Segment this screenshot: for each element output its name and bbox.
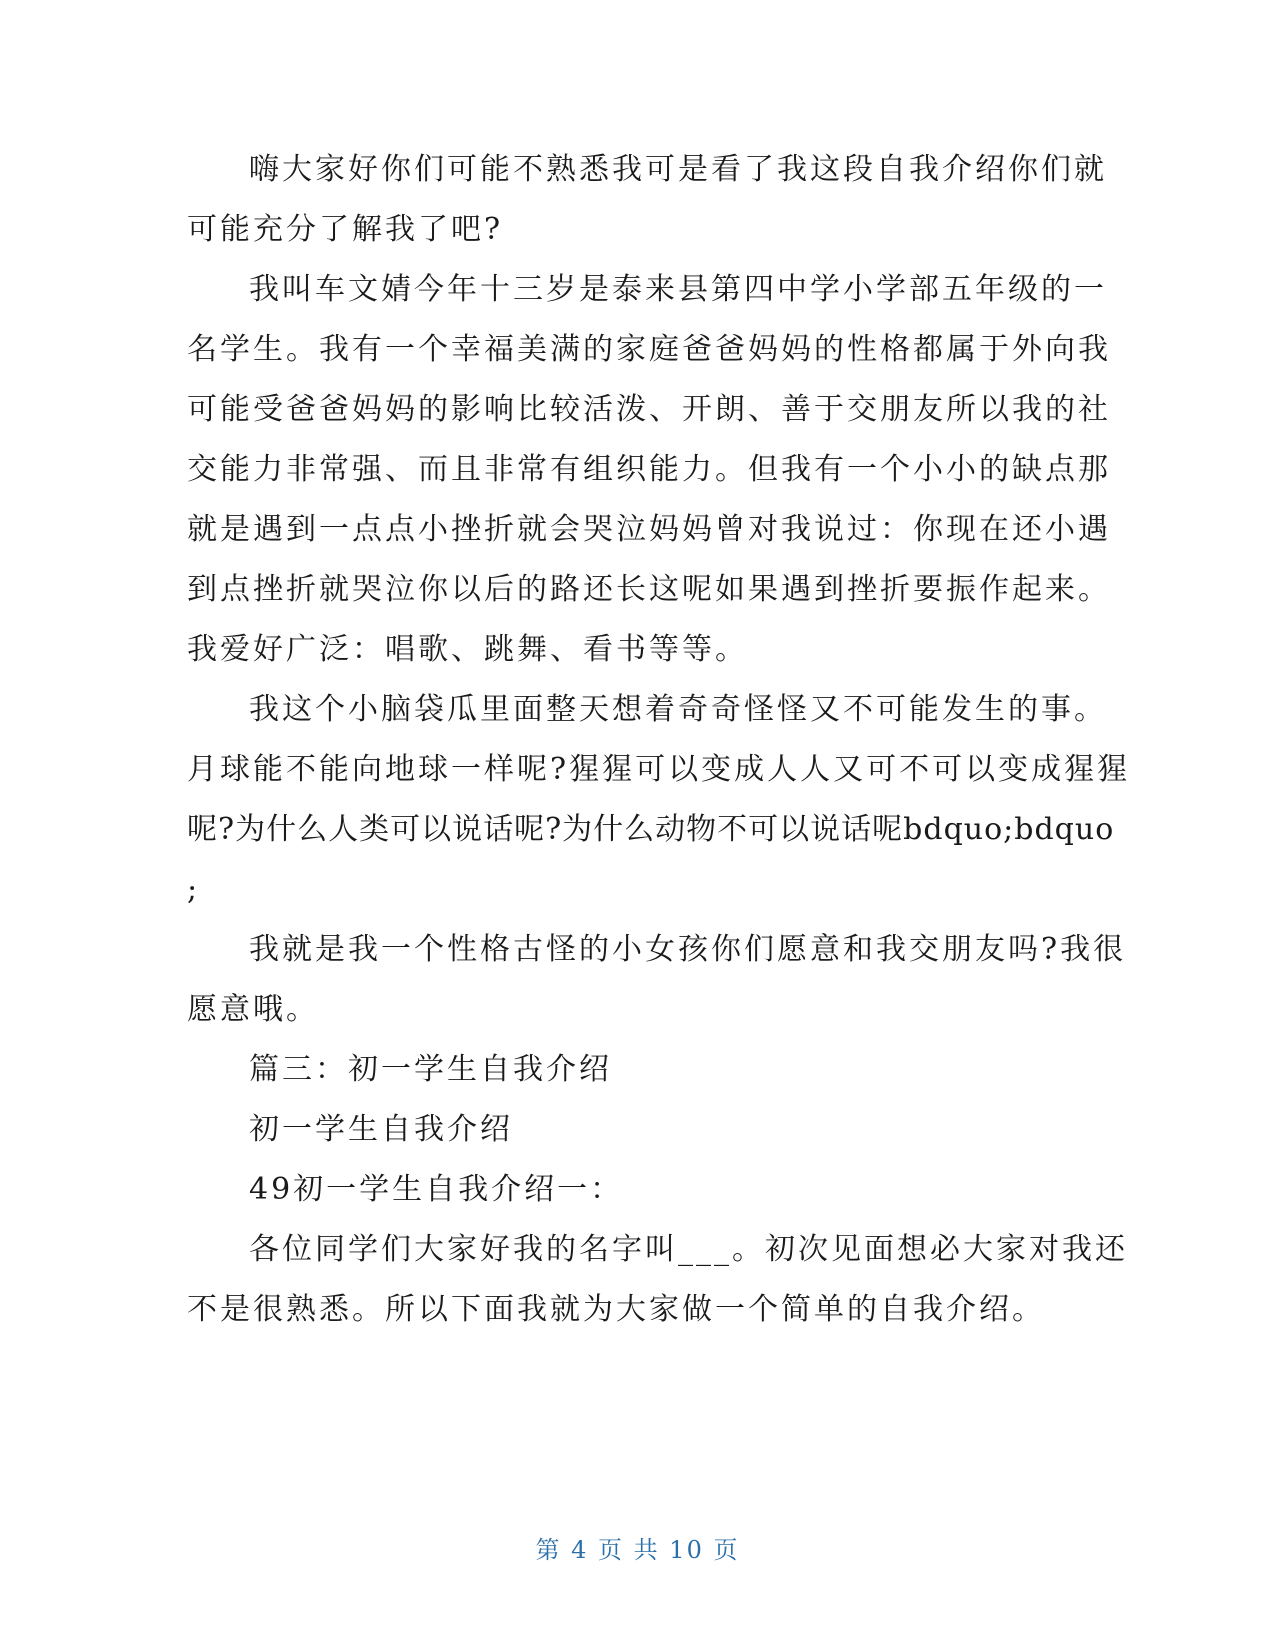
text-line: 交能力非常强、而且非常有组织能力。但我有一个小小的缺点那 <box>187 452 1111 487</box>
page-number-footer: 第 4 页 共 10 页 <box>535 1536 740 1564</box>
text-line: 呢?为什么人类可以说话呢?为什么动物不可以说话呢bdquo;bdquo <box>187 812 1115 847</box>
section-subtitle <box>187 1160 1067 1220</box>
text-line: 我就是我一个性格古怪的小女孩你们愿意和我交朋友吗?我很 <box>249 932 1127 967</box>
paragraph-intro <box>187 140 1107 260</box>
paragraph-greeting <box>187 1220 1128 1340</box>
text-line: 月球能不能向地球一样呢?猩猩可以变成人人又可不可以变成猩猩 <box>187 752 1131 787</box>
text-line: 初一学生自我介绍 <box>249 1112 513 1147</box>
text-line: 愿意哦。 <box>187 992 319 1027</box>
text-line: 各位同学们大家好我的名字叫___。初次见面想必大家对我还 <box>249 1232 1128 1267</box>
text-line: 篇三：初一学生自我介绍 <box>249 1052 612 1087</box>
section-title <box>187 1100 1067 1160</box>
text-line: 就是遇到一点点小挫折就会哭泣妈妈曾对我说过：你现在还小遇 <box>187 512 1111 547</box>
text-line: 嗨大家好你们可能不熟悉我可是看了我这段自我介绍你们就 <box>249 152 1107 187</box>
text-line: 可能充分了解我了吧? <box>187 212 504 247</box>
text-line: 到点挫折就哭泣你以后的路还长这呢如果遇到挫折要振作起来。 <box>187 572 1111 607</box>
text-line: 不是很熟悉。所以下面我就为大家做一个简单的自我介绍。 <box>187 1292 1045 1327</box>
text-line: 我爱好广泛：唱歌、跳舞、看书等等。 <box>187 632 748 667</box>
section-heading <box>187 1040 1067 1100</box>
text-line: 49初一学生自我介绍一： <box>249 1172 624 1207</box>
text-line: ; <box>187 872 201 907</box>
paragraph-self-description <box>187 260 1111 680</box>
document-body <box>187 140 1131 1340</box>
text-line: 名学生。我有一个幸福美满的家庭爸爸妈妈的性格都属于外向我 <box>187 332 1111 367</box>
text-line: 我叫车文婧今年十三岁是泰来县第四中学小学部五年级的一 <box>249 272 1107 307</box>
paragraph-conclusion <box>187 920 1127 1040</box>
text-line: 我这个小脑袋瓜里面整天想着奇奇怪怪又不可能发生的事。 <box>249 692 1107 727</box>
text-line: 可能受爸爸妈妈的影响比较活泼、开朗、善于交朋友所以我的社 <box>187 392 1111 427</box>
paragraph-curiosity <box>187 680 1131 920</box>
